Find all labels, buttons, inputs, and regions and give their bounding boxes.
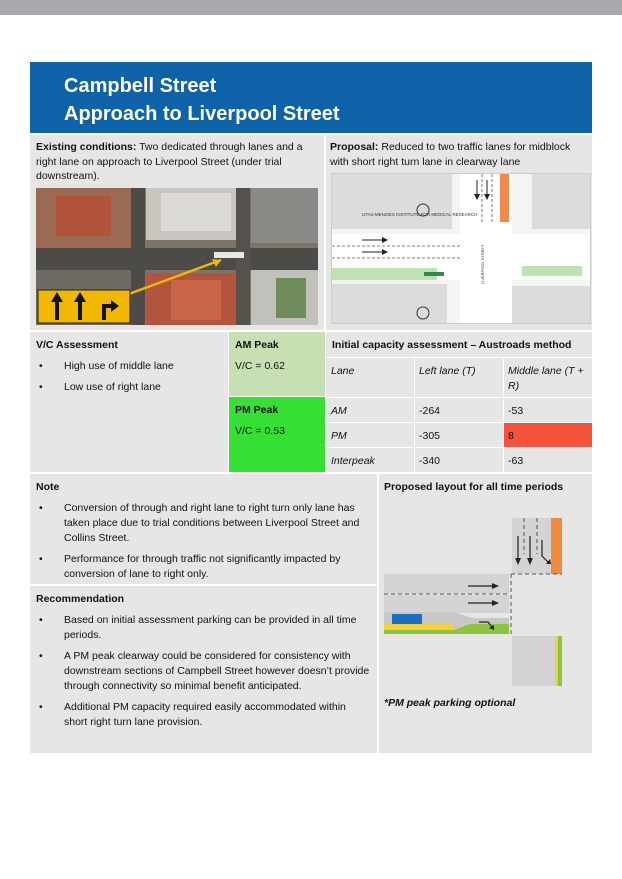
capacity-heading: Initial capacity assessment – Austroads method xyxy=(332,339,572,351)
title-line-2: Approach to Liverpool Street xyxy=(64,103,340,125)
layout-footnote: *PM peak parking optional xyxy=(384,697,516,709)
vc-bullet: • High use of middle lane xyxy=(36,359,222,374)
existing-description: Two dedicated through lanes and a right lane on approach to Liverpool Street (under trial downstream). xyxy=(36,141,303,182)
recommendation-bullet: • Based on initial assessment parking can be provided in all time periods. xyxy=(36,613,371,643)
proposed-layout-panel xyxy=(379,474,592,753)
recommendation-heading: Recommendation xyxy=(36,593,125,605)
table-divider xyxy=(503,357,504,472)
table-divider xyxy=(414,357,415,472)
am-peak-value: V/C = 0.62 xyxy=(235,359,285,372)
table-cell-left: -340 xyxy=(414,447,503,472)
proposal-panel xyxy=(326,135,592,330)
table-cell-lane: PM xyxy=(326,422,414,447)
capacity-assessment-table xyxy=(326,332,592,472)
am-peak-panel xyxy=(229,332,325,396)
table-header-left-lane: Left lane (T) xyxy=(414,357,503,397)
recommendation-bullet: • A PM peak clearway could be considered for consistency with downstream sections of Campbell Street however doesn’t provide through connectivity so minimal benefit anticipated. xyxy=(36,649,371,694)
existing-conditions-text xyxy=(36,140,318,184)
table-cell-middle: -63 xyxy=(503,447,592,472)
am-peak-label: AM Peak xyxy=(235,339,279,351)
layout-diagram xyxy=(384,514,589,694)
table-cell-middle-highlight: 8 xyxy=(503,422,592,447)
table-header-middle-lane: Middle lane (T + R) xyxy=(503,357,592,397)
proposal-text xyxy=(330,140,588,169)
table-cell-left: -264 xyxy=(414,397,503,422)
layout-heading: Proposed layout for all time periods xyxy=(384,481,564,493)
table-cell-left: -305 xyxy=(414,422,503,447)
pm-peak-label: PM Peak xyxy=(235,404,279,416)
pm-peak-value: V/C = 0.53 xyxy=(235,424,285,437)
note-panel xyxy=(30,474,377,584)
table-cell-lane: Interpeak xyxy=(326,447,414,472)
title-banner xyxy=(30,62,592,133)
plan-street-label: LIVERPOOL STREET xyxy=(480,244,485,284)
proposal-label: Proposal: xyxy=(330,141,379,153)
existing-conditions-panel xyxy=(30,135,324,330)
vc-assessment-panel xyxy=(30,332,228,472)
proposal-plan-drawing xyxy=(331,173,591,324)
recommendation-panel xyxy=(30,586,377,753)
recommendation-bullet: • Additional PM capacity required easily accommodated within short right turn lane provision. xyxy=(36,700,371,730)
title-line-1: Campbell Street xyxy=(64,75,217,97)
vc-heading: V/C Assessment xyxy=(36,339,118,351)
table-cell-middle: -53 xyxy=(503,397,592,422)
table-header-lane: Lane xyxy=(326,357,414,397)
proposal-description: Reduced to two traffic lanes for midblock with short right turn lane in clearway lane xyxy=(330,141,571,168)
note-heading: Note xyxy=(36,481,60,493)
vc-bullet: • Low use of right lane xyxy=(36,380,222,395)
pm-peak-panel xyxy=(229,397,325,472)
existing-label: Existing conditions: xyxy=(36,141,137,153)
table-cell-lane: AM xyxy=(326,397,414,422)
plan-building-label: UTAS MENZIES INSTITUTE FOR MEDICAL RESEARCH xyxy=(362,212,478,217)
top-bar xyxy=(0,0,622,15)
note-bullet: • Performance for through traffic not significantly impacted by conversion of lane to right only. xyxy=(36,552,371,582)
note-bullet: • Conversion of through and right lane to right turn only lane has taken place due to trial conditions between Liverpool Street and Collins Street. xyxy=(36,501,371,546)
aerial-photo xyxy=(36,188,318,325)
